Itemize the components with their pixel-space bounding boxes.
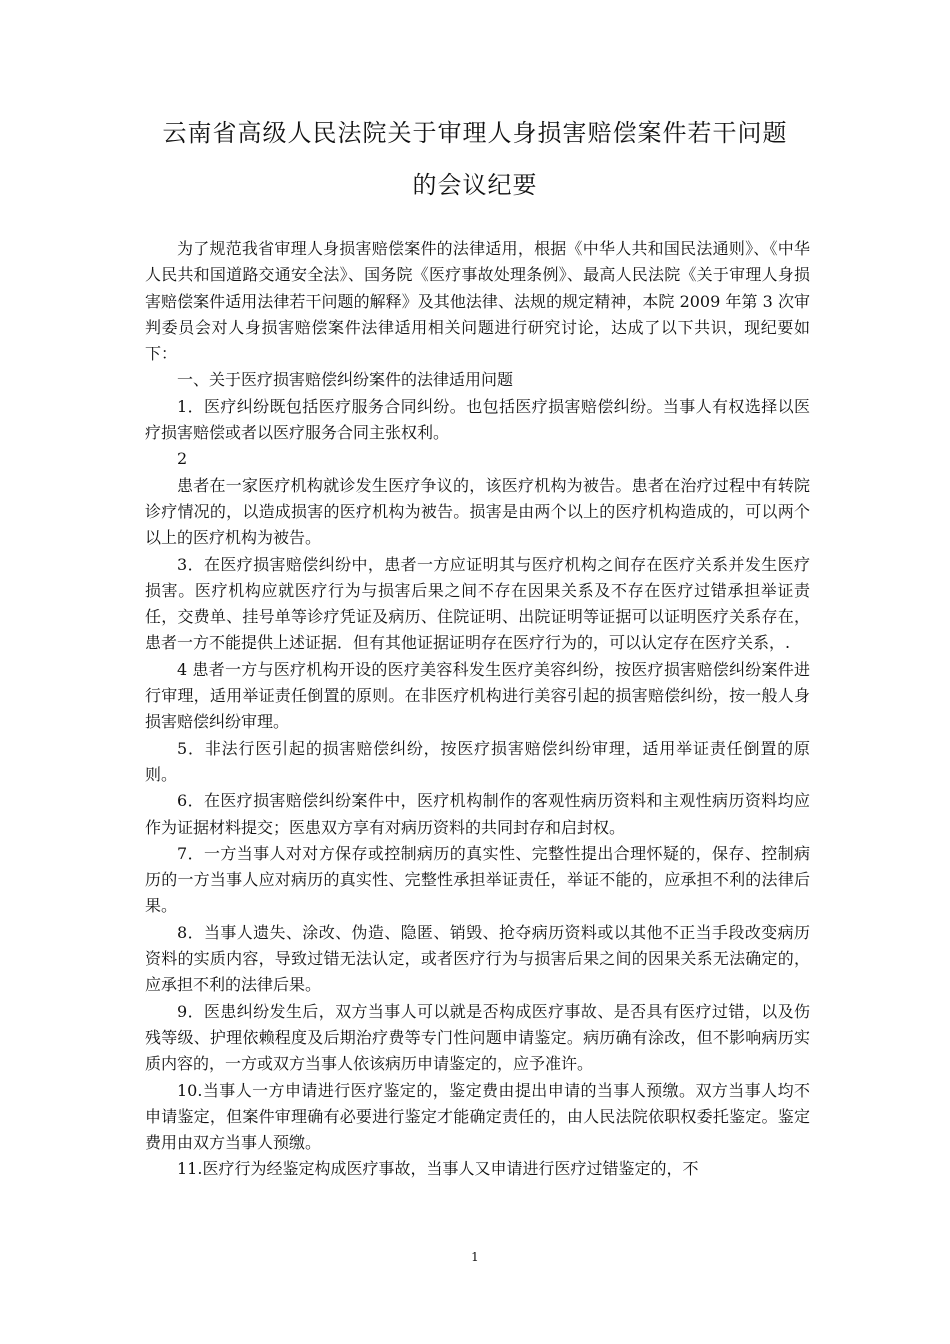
paragraph-2-number: 2 xyxy=(177,449,188,469)
document-title-line-1: 云南省高级人民法院关于审理人身损害赔偿案件若干问题 xyxy=(162,119,788,147)
paragraph-4: 4 患者一方与医疗机构开设的医疗美容科发生医疗美容纠纷，按医疗损害赔偿纠纷案件进行审理，适用举证责任倒置的原则。在非医疗机构进行美容引起的损害赔偿纠纷，按一般人身损害赔偿纠纷审理。 xyxy=(145,659,810,732)
paragraph-5: 5．非法行医引起的损害赔偿纠纷，按医疗损害赔偿纠纷审理，适用举证责任倒置的原则。 xyxy=(145,738,810,784)
intro-paragraph: 为了规范我省审理人身损害赔偿案件的法律适用，根据《中华人共和国民法通则》、《中华人民共和国道路交通安全法》、国务院《医疗事故处理条例》、最高人民法院《关于审理人身损害赔偿案件适用法律若干问题的解释》及其他法律、法规的规定精神，本院 2009 年第 3 次审判委员会对人身损害赔偿案件法律适用相关问题进行研究讨论，达成了以下共识，现纪要如下： xyxy=(145,239,810,364)
paragraph-9: 9．医患纠纷发生后，双方当事人可以就是否构成医疗事故、是否具有医疗过错，以及伤残等级、护理依赖程度及后期治疗费等专门性问题申请鉴定。病历确有涂改，但不影响病历实质内容的，一方或双方当事人依该病历申请鉴定的，应予准许。 xyxy=(145,1001,810,1074)
paragraph-8: 8．当事人遗失、涂改、伪造、隐匿、销毁、抢夺病历资料或以其他不正当手段改变病历资料的实质内容，导致过错无法认定，或者医疗行为与损害后果之间的因果关系无法确定的，应承担不利的法律后果。 xyxy=(145,922,810,995)
page-number: 1 xyxy=(471,1250,479,1264)
paragraph-3: 3．在医疗损害赔偿纠纷中，患者一方应证明其与医疗机构之间存在医疗关系并发生医疗损害。医疗机构应就医疗行为与损害后果之间不存在因果关系及不存在医疗过错承担举证责任，交费单、挂号单等诊疗凭证及病历、住院证明、出院证明等证据可以证明医疗关系存在，患者一方不能提供上述证据．但有其他证据证明存在医疗行为的，可以认定存在医疗关系，. xyxy=(145,554,810,653)
paragraph-1: 1．医疗纠纷既包括医疗服务合同纠纷。也包括医疗损害赔偿纠纷。当事人有权选择以医疗损害赔偿或者以医疗服务合同主张权利。 xyxy=(145,396,810,443)
paragraph-11: 11.医疗行为经鉴定构成医疗事故，当事人又申请进行医疗过错鉴定的，不 xyxy=(177,1159,699,1179)
document-title-line-2: 的会议纪要 xyxy=(412,171,538,199)
paragraph-2: 患者在一家医疗机构就诊发生医疗争议的，该医疗机构为被告。患者在治疗过程中有转院诊疗情况的，以造成损害的医疗机构为被告。损害是由两个以上的医疗机构造成的，可以两个以上的医疗机构为被告。 xyxy=(145,475,810,548)
paragraph-6: 6．在医疗损害赔偿纠纷案件中，医疗机构制作的客观性病历资料和主观性病历资料均应作为证据材料提交；医患双方享有对病历资料的共同封存和启封权。 xyxy=(145,791,810,837)
paragraph-7: 7．一方当事人对对方保存或控制病历的真实性、完整性提出合理怀疑的，保存、控制病历的一方当事人应对病历的真实性、完整性承担举证责任，举证不能的，应承担不利的法律后果。 xyxy=(145,843,810,916)
section-heading: 一、关于医疗损害赔偿纠纷案件的法律适用问题 xyxy=(177,370,514,390)
paragraph-10: 10.当事人一方申请进行医疗鉴定的，鉴定费由提出申请的当事人预缴。双方当事人均不申请鉴定，但案件审理确有必要进行鉴定才能确定责任的，由人民法院依职权委托鉴定。鉴定费用由双方当事人预缴。 xyxy=(145,1080,810,1153)
document-body xyxy=(145,236,810,1183)
